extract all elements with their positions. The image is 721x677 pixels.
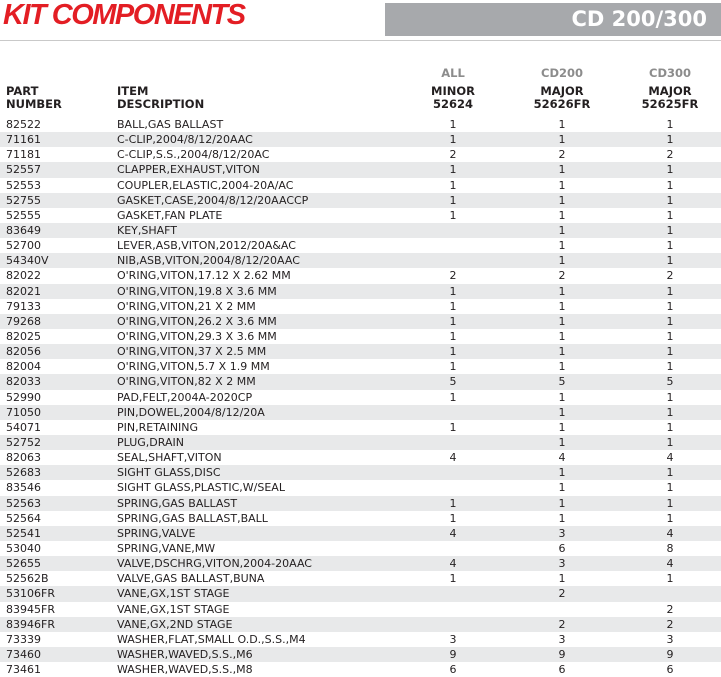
item-description: VANE,GX,1ST STAGE bbox=[117, 587, 230, 601]
part-number: 52555 bbox=[6, 208, 41, 222]
cd300-major-qty: 1 bbox=[666, 133, 674, 147]
part-number: 79268 bbox=[6, 314, 41, 328]
part-number: 52541 bbox=[6, 526, 41, 540]
cd200-major-qty: 1 bbox=[558, 405, 566, 419]
table-row bbox=[0, 147, 721, 162]
table-row bbox=[0, 359, 721, 374]
part-number: 73461 bbox=[6, 663, 41, 677]
table-row bbox=[0, 662, 721, 677]
table-row bbox=[0, 238, 721, 253]
item-description: NIB,ASB,VITON,2004/8/12/20AAC bbox=[117, 254, 300, 268]
minor-kit-qty: 4 bbox=[449, 557, 457, 571]
cd300-major-qty: 1 bbox=[666, 178, 674, 192]
cd300-major-qty: 1 bbox=[666, 345, 674, 359]
part-number: 54340V bbox=[6, 254, 49, 268]
cd200-major-qty: 3 bbox=[558, 632, 566, 646]
table-row bbox=[0, 602, 721, 617]
item-description: VANE,GX,1ST STAGE bbox=[117, 602, 230, 616]
cd200-major-qty: 1 bbox=[558, 345, 566, 359]
minor-kit-qty: 1 bbox=[449, 299, 457, 313]
item-description: O'RING,VITON,21 X 2 MM bbox=[117, 299, 256, 313]
item-description: C-CLIP,2004/8/12/20AAC bbox=[117, 133, 253, 147]
item-description: O'RING,VITON,17.12 X 2.62 MM bbox=[117, 269, 291, 283]
minor-kit-qty: 1 bbox=[449, 208, 457, 222]
minor-kit-qty: 2 bbox=[449, 148, 457, 162]
item-description: SPRING,GAS BALLAST bbox=[117, 496, 238, 510]
item-description: PAD,FELT,2004A-2020CP bbox=[117, 390, 253, 404]
part-number: 82025 bbox=[6, 329, 41, 343]
part-number: 53040 bbox=[6, 541, 41, 555]
part-number: 52564 bbox=[6, 511, 41, 525]
col2-number-header: 52626FR bbox=[533, 97, 591, 111]
cd300-major-qty: 2 bbox=[666, 602, 674, 616]
minor-kit-qty: 1 bbox=[449, 572, 457, 586]
cd200-major-qty: 6 bbox=[558, 663, 566, 677]
minor-kit-qty: 1 bbox=[449, 345, 457, 359]
table-row bbox=[0, 465, 721, 480]
part-number: 83946FR bbox=[6, 617, 55, 631]
item-description: GASKET,CASE,2004/8/12/20AACCP bbox=[117, 193, 309, 207]
table-row bbox=[0, 314, 721, 329]
part-number: 83546 bbox=[6, 481, 41, 495]
cd300-major-qty: 1 bbox=[666, 239, 674, 253]
table-row bbox=[0, 329, 721, 344]
part-number: 52683 bbox=[6, 466, 41, 480]
item-description: VALVE,DSCHRG,VITON,2004-20AAC bbox=[117, 557, 312, 571]
part-number: 82063 bbox=[6, 451, 41, 465]
cd300-major-qty: 1 bbox=[666, 163, 674, 177]
cd200-major-qty: 2 bbox=[558, 587, 566, 601]
table-row bbox=[0, 178, 721, 193]
item-description: WASHER,FLAT,SMALL O.D.,S.S.,M4 bbox=[117, 632, 306, 646]
table-row bbox=[0, 253, 721, 268]
part-number: 52655 bbox=[6, 557, 41, 571]
item-description: PIN,DOWEL,2004/8/12/20A bbox=[117, 405, 265, 419]
item-description: SIGHT GLASS,PLASTIC,W/SEAL bbox=[117, 481, 285, 495]
cd200-major-qty: 9 bbox=[558, 647, 566, 661]
cd300-major-qty: 1 bbox=[666, 284, 674, 298]
item-description: SPRING,GAS BALLAST,BALL bbox=[117, 511, 268, 525]
item-description: LEVER,ASB,VITON,2012/20A&AC bbox=[117, 239, 296, 253]
part-number: 52553 bbox=[6, 178, 41, 192]
item-description: O'RING,VITON,5.7 X 1.9 MM bbox=[117, 360, 270, 374]
minor-kit-qty: 1 bbox=[449, 133, 457, 147]
minor-kit-qty: 1 bbox=[449, 284, 457, 298]
parts-table bbox=[0, 117, 721, 677]
table-row bbox=[0, 299, 721, 314]
cd300-major-qty: 4 bbox=[666, 526, 674, 540]
cd300-major-qty: 1 bbox=[666, 511, 674, 525]
part-number: 82033 bbox=[6, 375, 41, 389]
cd200-major-qty: 1 bbox=[558, 133, 566, 147]
table-row bbox=[0, 526, 721, 541]
cd200-major-qty: 2 bbox=[558, 269, 566, 283]
table-row bbox=[0, 647, 721, 662]
part-number: 52563 bbox=[6, 496, 41, 510]
item-description: O'RING,VITON,82 X 2 MM bbox=[117, 375, 256, 389]
minor-kit-qty: 1 bbox=[449, 178, 457, 192]
item-header-line2: DESCRIPTION bbox=[117, 97, 205, 111]
col2-kit-header: MAJOR bbox=[540, 84, 584, 98]
cd200-major-qty: 1 bbox=[558, 284, 566, 298]
minor-kit-qty: 4 bbox=[449, 451, 457, 465]
item-description: BALL,GAS BALLAST bbox=[117, 118, 224, 131]
table-row bbox=[0, 450, 721, 465]
minor-kit-qty: 3 bbox=[449, 632, 457, 646]
minor-kit-qty: 1 bbox=[449, 390, 457, 404]
table-row bbox=[0, 344, 721, 359]
part-number: 73460 bbox=[6, 647, 41, 661]
cd200-major-qty: 1 bbox=[558, 314, 566, 328]
cd300-major-qty: 1 bbox=[666, 405, 674, 419]
item-description: O'RING,VITON,29.3 X 3.6 MM bbox=[117, 329, 277, 343]
minor-kit-qty: 1 bbox=[449, 118, 457, 131]
minor-kit-qty: 1 bbox=[449, 314, 457, 328]
cd300-major-qty: 6 bbox=[666, 663, 674, 677]
cd300-major-qty: 1 bbox=[666, 466, 674, 480]
cd200-major-qty: 3 bbox=[558, 526, 566, 540]
cd300-major-qty: 1 bbox=[666, 299, 674, 313]
item-description: VANE,GX,2ND STAGE bbox=[117, 617, 233, 631]
part-number: 83945FR bbox=[6, 602, 55, 616]
cd300-major-qty: 1 bbox=[666, 314, 674, 328]
cd200-major-qty: 1 bbox=[558, 481, 566, 495]
cd300-major-qty: 1 bbox=[666, 360, 674, 374]
part-number: 71161 bbox=[6, 133, 41, 147]
minor-kit-qty: 1 bbox=[449, 360, 457, 374]
cd300-major-qty: 1 bbox=[666, 118, 674, 131]
cd300-major-qty: 1 bbox=[666, 193, 674, 207]
part-number: 52990 bbox=[6, 390, 41, 404]
table-row bbox=[0, 284, 721, 299]
cd300-major-qty: 1 bbox=[666, 223, 674, 237]
cd200-major-qty: 1 bbox=[558, 208, 566, 222]
item-description: CLAPPER,EXHAUST,VITON bbox=[117, 163, 260, 177]
cd300-major-qty: 1 bbox=[666, 496, 674, 510]
part-number: 79133 bbox=[6, 299, 41, 313]
cd300-major-qty: 1 bbox=[666, 390, 674, 404]
part-number: 82056 bbox=[6, 345, 41, 359]
part-number: 52755 bbox=[6, 193, 41, 207]
cd300-major-qty: 3 bbox=[666, 632, 674, 646]
part-number: 82522 bbox=[6, 118, 41, 131]
item-description: COUPLER,ELASTIC,2004-20A/AC bbox=[117, 178, 294, 192]
col3-kit-header: MAJOR bbox=[648, 84, 692, 98]
minor-kit-qty: 5 bbox=[449, 375, 457, 389]
cd300-major-qty: 4 bbox=[666, 451, 674, 465]
item-description: SIGHT GLASS,DISC bbox=[117, 466, 221, 480]
cd200-major-qty: 1 bbox=[558, 496, 566, 510]
part-header-line1: PART bbox=[6, 84, 39, 98]
item-description: SPRING,VALVE bbox=[117, 526, 196, 540]
col1-group-header: ALL bbox=[441, 66, 465, 80]
col1-number-header: 52624 bbox=[432, 97, 473, 111]
cd200-major-qty: 6 bbox=[558, 541, 566, 555]
cd300-major-qty: 1 bbox=[666, 435, 674, 449]
cd200-major-qty: 1 bbox=[558, 466, 566, 480]
table-row bbox=[0, 541, 721, 556]
item-description: PIN,RETAINING bbox=[117, 420, 199, 434]
part-number: 52562B bbox=[6, 572, 49, 586]
cd200-major-qty: 2 bbox=[558, 148, 566, 162]
item-description: O'RING,VITON,26.2 X 3.6 MM bbox=[117, 314, 277, 328]
minor-kit-qty: 1 bbox=[449, 193, 457, 207]
item-description: WASHER,WAVED,S.S.,M8 bbox=[117, 663, 253, 677]
table-row bbox=[0, 617, 721, 632]
cd200-major-qty: 1 bbox=[558, 572, 566, 586]
table-row bbox=[0, 420, 721, 435]
cd200-major-qty: 2 bbox=[558, 617, 566, 631]
cd300-major-qty: 2 bbox=[666, 617, 674, 631]
cd200-major-qty: 1 bbox=[558, 193, 566, 207]
table-row bbox=[0, 435, 721, 450]
cd300-major-qty: 1 bbox=[666, 481, 674, 495]
cd300-major-qty: 5 bbox=[666, 375, 674, 389]
table-row bbox=[0, 132, 721, 147]
table-row bbox=[0, 480, 721, 495]
table-row bbox=[0, 632, 721, 647]
part-number: 52752 bbox=[6, 435, 41, 449]
part-number: 71181 bbox=[6, 148, 41, 162]
item-description: VALVE,GAS BALLAST,BUNA bbox=[117, 572, 265, 586]
table-row bbox=[0, 208, 721, 223]
item-description: KEY,SHAFT bbox=[117, 223, 178, 237]
table-row bbox=[0, 374, 721, 389]
item-description: PLUG,DRAIN bbox=[117, 435, 184, 449]
cd200-major-qty: 1 bbox=[558, 223, 566, 237]
part-number: 82004 bbox=[6, 360, 41, 374]
item-description: C-CLIP,S.S.,2004/8/12/20AC bbox=[117, 148, 270, 162]
minor-kit-qty: 1 bbox=[449, 420, 457, 434]
cd200-major-qty: 4 bbox=[558, 451, 566, 465]
minor-kit-qty: 9 bbox=[449, 647, 457, 661]
table-row bbox=[0, 571, 721, 586]
part-number: 54071 bbox=[6, 420, 41, 434]
part-number: 73339 bbox=[6, 632, 41, 646]
cd300-major-qty: 1 bbox=[666, 420, 674, 434]
cd300-major-qty: 1 bbox=[666, 329, 674, 343]
part-number: 52700 bbox=[6, 239, 41, 253]
minor-kit-qty: 1 bbox=[449, 511, 457, 525]
cd200-major-qty: 1 bbox=[558, 329, 566, 343]
cd200-major-qty: 1 bbox=[558, 435, 566, 449]
cd300-major-qty: 4 bbox=[666, 557, 674, 571]
item-description: SPRING,VANE,MW bbox=[117, 541, 216, 555]
part-number: 52557 bbox=[6, 163, 41, 177]
table-row bbox=[0, 117, 721, 132]
cd200-major-qty: 1 bbox=[558, 420, 566, 434]
minor-kit-qty: 1 bbox=[449, 329, 457, 343]
cd300-major-qty: 8 bbox=[666, 541, 674, 555]
part-number: 82022 bbox=[6, 269, 41, 283]
table-row bbox=[0, 390, 721, 405]
table-row bbox=[0, 268, 721, 283]
cd200-major-qty: 1 bbox=[558, 163, 566, 177]
part-number: 83649 bbox=[6, 223, 41, 237]
cd300-major-qty: 1 bbox=[666, 208, 674, 222]
table-row bbox=[0, 496, 721, 511]
cd200-major-qty: 1 bbox=[558, 360, 566, 374]
model-banner-label: CD 200/300 bbox=[571, 7, 707, 31]
page-title: KIT COMPONENTS bbox=[3, 0, 245, 31]
cd200-major-qty: 1 bbox=[558, 390, 566, 404]
minor-kit-qty: 2 bbox=[449, 269, 457, 283]
cd300-major-qty: 1 bbox=[666, 254, 674, 268]
cd200-major-qty: 1 bbox=[558, 178, 566, 192]
item-description: O'RING,VITON,37 X 2.5 MM bbox=[117, 345, 267, 359]
part-header-line2: NUMBER bbox=[6, 97, 62, 111]
cd200-major-qty: 1 bbox=[558, 254, 566, 268]
minor-kit-qty: 1 bbox=[449, 163, 457, 177]
item-header-line1: ITEM bbox=[117, 84, 149, 98]
col3-number-header: 52625FR bbox=[641, 97, 699, 111]
cd200-major-qty: 1 bbox=[558, 239, 566, 253]
title-divider bbox=[0, 40, 721, 41]
table-row bbox=[0, 586, 721, 601]
cd200-major-qty: 1 bbox=[558, 511, 566, 525]
item-description: WASHER,WAVED,S.S.,M6 bbox=[117, 647, 253, 661]
col2-group-header: CD200 bbox=[541, 66, 583, 80]
cd300-major-qty: 1 bbox=[666, 572, 674, 586]
table-row bbox=[0, 162, 721, 177]
item-description: SEAL,SHAFT,VITON bbox=[117, 451, 222, 465]
cd300-major-qty: 9 bbox=[666, 647, 674, 661]
minor-kit-qty: 1 bbox=[449, 496, 457, 510]
part-number: 53106FR bbox=[6, 587, 55, 601]
item-description: O'RING,VITON,19.8 X 3.6 MM bbox=[117, 284, 277, 298]
cd200-major-qty: 1 bbox=[558, 118, 566, 131]
model-banner bbox=[385, 3, 721, 36]
part-number: 71050 bbox=[6, 405, 41, 419]
minor-kit-qty: 4 bbox=[449, 526, 457, 540]
item-description: GASKET,FAN PLATE bbox=[117, 208, 223, 222]
cd200-major-qty: 3 bbox=[558, 557, 566, 571]
col1-kit-header: MINOR bbox=[431, 84, 475, 98]
table-row bbox=[0, 405, 721, 420]
minor-kit-qty: 6 bbox=[449, 663, 457, 677]
part-number: 82021 bbox=[6, 284, 41, 298]
table-row bbox=[0, 193, 721, 208]
col3-group-header: CD300 bbox=[649, 66, 691, 80]
cd200-major-qty: 5 bbox=[558, 375, 566, 389]
cd200-major-qty: 1 bbox=[558, 299, 566, 313]
cd300-major-qty: 2 bbox=[666, 148, 674, 162]
table-row bbox=[0, 223, 721, 238]
table-row bbox=[0, 511, 721, 526]
table-row bbox=[0, 556, 721, 571]
cd300-major-qty: 2 bbox=[666, 269, 674, 283]
